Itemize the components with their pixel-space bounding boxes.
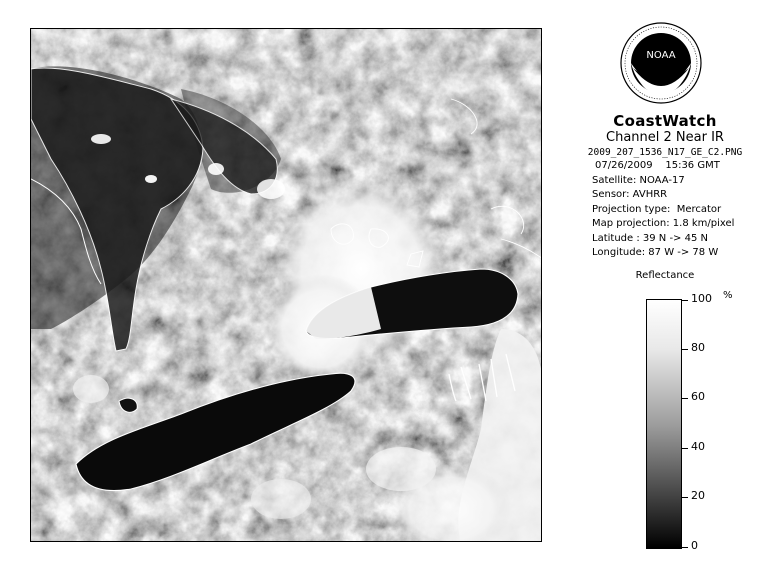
colorbar-tick-label: 80 (691, 341, 705, 354)
cloud-puff (91, 134, 111, 144)
satellite-image (30, 28, 542, 542)
colorbar-tick (682, 547, 688, 548)
colorbar-label: Reflectance (635, 270, 695, 281)
colorbar-tick (682, 300, 688, 301)
longitude-label: Longitude: 87 W -> 78 W (592, 247, 719, 258)
satellite-label: Satellite: NOAA-17 (592, 174, 685, 186)
cloud-puff (208, 163, 224, 175)
latitude-label: Latitude : 39 N -> 45 N (592, 232, 708, 244)
map-projection-label: Map projection: 1.8 km/pixel (592, 218, 735, 229)
colorbar-tick (682, 349, 688, 350)
projection-type-label: Projection type: Mercator (592, 203, 722, 215)
colorbar-tick-label: 100 (691, 292, 712, 305)
cloud-puff (251, 479, 311, 519)
colorbar-tick-label: 20 (691, 489, 705, 502)
colorbar (646, 299, 682, 549)
svg-text:NOAA: NOAA (646, 50, 676, 61)
colorbar-tick-label: 0 (691, 539, 698, 552)
colorbar-tick-label: 40 (691, 440, 705, 453)
colorbar-tick-label: 60 (691, 390, 705, 403)
cloud-puff (366, 447, 436, 491)
channel-label: Channel 2 Near IR (606, 130, 724, 145)
colorbar-unit: % (723, 290, 733, 301)
noaa-logo-icon (620, 22, 702, 104)
colorbar-tick (682, 497, 688, 498)
info-panel (560, 112, 770, 261)
filename-label: 2009_207_1536_N17_GE_C2.PNG (587, 147, 743, 158)
sensor-label: Sensor: AVHRR (592, 189, 668, 200)
cloud-puff (257, 179, 285, 199)
cloud-puff (145, 175, 157, 183)
colorbar-tick (682, 398, 688, 399)
cloud-puff (73, 375, 109, 403)
satellite-map-svg (31, 29, 542, 542)
datetime-label: 07/26/2009 15:36 GMT (595, 160, 720, 171)
colorbar-tick (682, 448, 688, 449)
product-title: CoastWatch (613, 112, 717, 130)
